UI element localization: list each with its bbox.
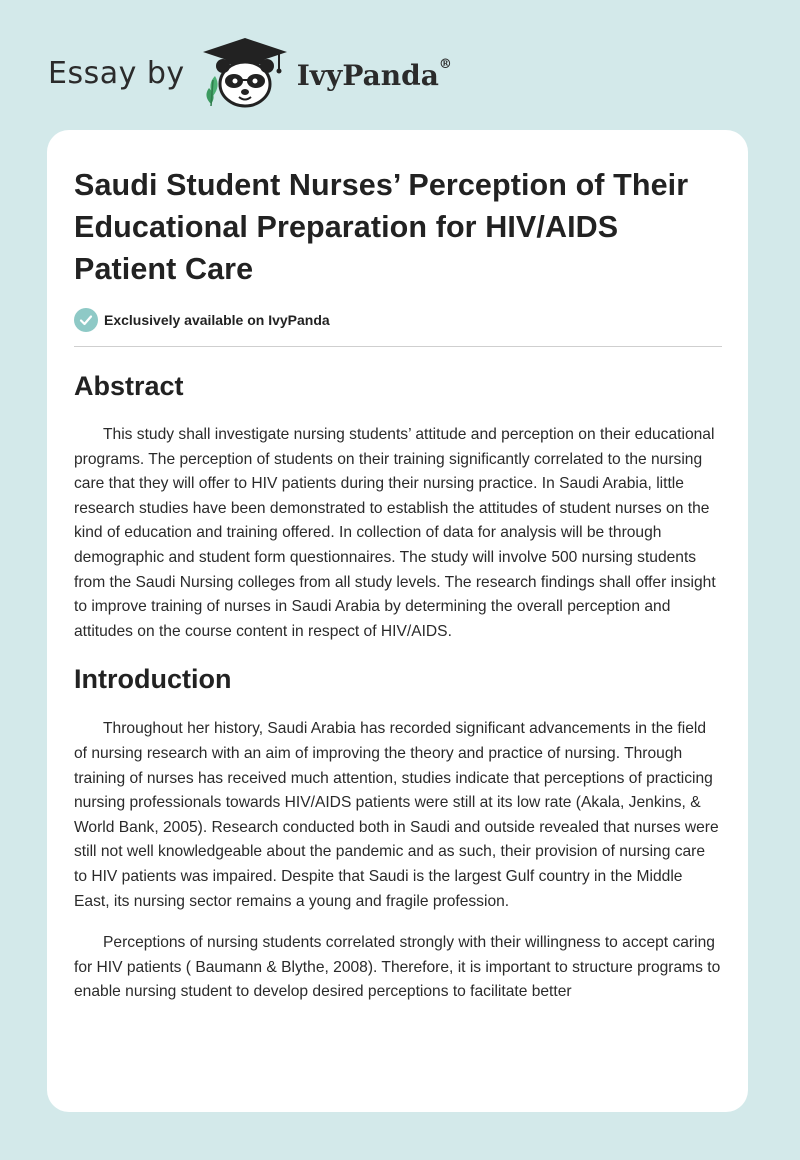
introduction-heading: Introduction bbox=[74, 664, 232, 695]
abstract-section bbox=[74, 369, 722, 644]
exclusive-badge-label: Exclusively available on IvyPanda bbox=[104, 312, 330, 328]
site-header bbox=[48, 36, 452, 110]
essay-title: Saudi Student Nurses’ Perception of Their Educational Preparation for HIV/AIDS Patient Care bbox=[74, 168, 689, 286]
brand-name[interactable] bbox=[297, 59, 452, 92]
introduction-paragraph: Throughout her history, Saudi Arabia has recorded significant advancements in the field of nursing research with an aim of improving the theory and practice of nursing. Through training of nurses has received much attention, studies indicate that perceptions of practicing nursing professionals towards HIV/AIDS patients were still at its low rate (Akala, Jenkins, & World Bank, 2005). Research conducted both in Saudi and outside revealed that nurses were still not well knowledgeable about the pandemic and as such, their provision of nursing care to HIV patients was impaired. Despite that Saudi is the largest Gulf country in the Middle East, its nursing sector remains a young and fragile profession. bbox=[74, 720, 719, 910]
registered-mark: ® bbox=[438, 57, 452, 73]
introduction-paragraph: Perceptions of nursing students correlated strongly with their willingness to accept caring for HIV patients ( Baumann & Blythe, 2008). Therefore, it is important to structure programs to enable nursing student to develop desired perceptions to facilitate better bbox=[74, 934, 721, 1001]
exclusive-badge bbox=[74, 308, 722, 332]
introduction-section bbox=[74, 662, 722, 1005]
essay-card bbox=[47, 130, 748, 1112]
divider bbox=[74, 346, 722, 347]
essay-by-label: Essay by bbox=[48, 55, 185, 91]
panda-logo-icon bbox=[199, 36, 291, 110]
check-circle-icon bbox=[74, 308, 98, 332]
brand-text: IvyPanda bbox=[296, 58, 439, 92]
abstract-heading: Abstract bbox=[74, 371, 184, 401]
abstract-paragraph: This study shall investigate nursing students’ attitude and perception on their educational programs. The perception of students on their training significantly correlated to the nursing care that they will offer to HIV patients during their nursing practice. In Saudi Arabia, little research studies have been demonstrated to establish the attitudes of student nurses on the kind of education and training offered. In collection of data for analysis will be through demographic and student form questionnaires. The study will involve 500 nursing students from the Saudi Nursing colleges from all study levels. The research findings shall offer insight to improve training of nurses in Saudi Arabia by determining the overall perception and attitudes on the course content in respect of HIV/AIDS. bbox=[74, 426, 716, 640]
